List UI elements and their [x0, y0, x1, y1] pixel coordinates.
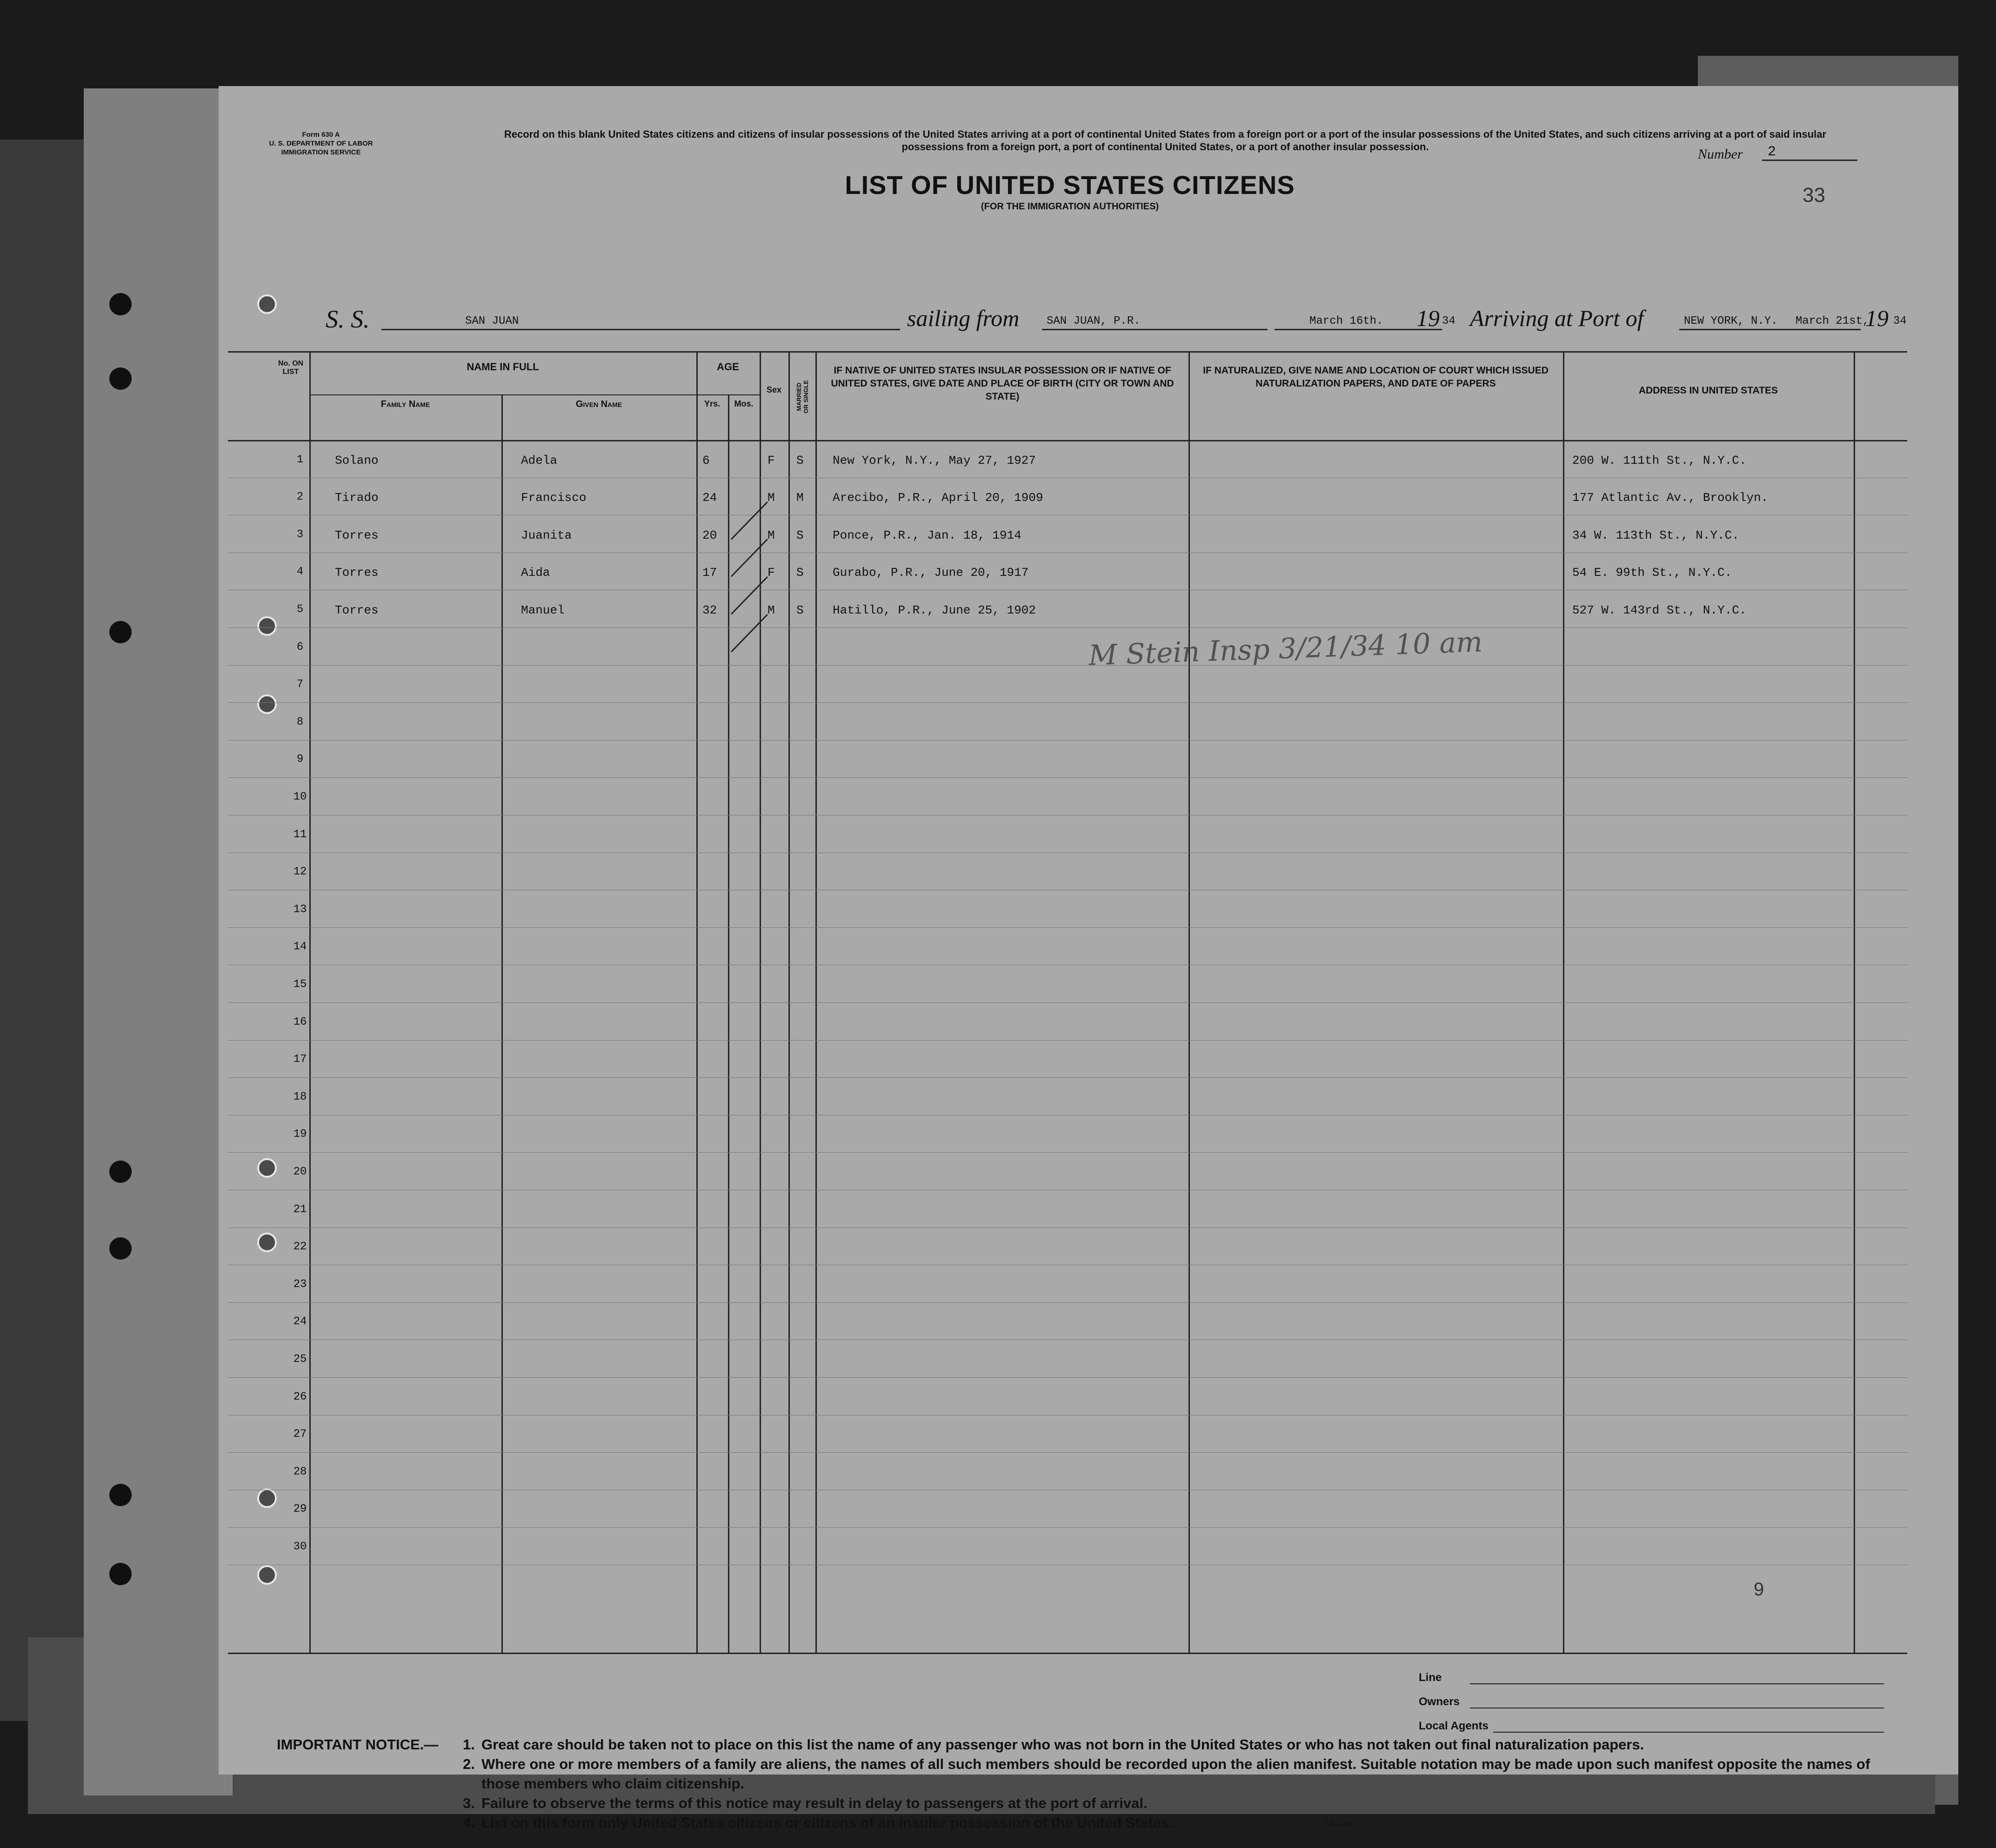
row-number: 19 [293, 1128, 307, 1141]
col-header-yrs: Yrs. [704, 399, 721, 408]
arrival-year-prefix: 19 [1865, 305, 1889, 331]
column-divider [501, 394, 503, 1653]
row-number: 15 [293, 978, 307, 991]
row-rule [228, 1002, 1907, 1003]
row-number: 22 [293, 1241, 307, 1254]
punch-hole [109, 1237, 132, 1260]
notice-item [463, 1755, 1905, 1794]
family-name-cell: Torres [335, 566, 379, 580]
notice-item-number: 2. [463, 1756, 475, 1772]
row-number: 20 [293, 1166, 307, 1178]
row-rule [228, 1040, 1907, 1041]
notice-item-number: 1. [463, 1736, 475, 1753]
department: U. S. DEPARTMENT OF LABOR [269, 140, 373, 147]
row-number: 1 [296, 453, 304, 466]
row-number: 18 [293, 1090, 307, 1103]
row-number: 8 [296, 715, 304, 728]
punch-hole [109, 367, 132, 390]
number-label: Number [1698, 147, 1743, 162]
row-rule [228, 1077, 1907, 1078]
arrival-date: March 21st, [1796, 315, 1869, 327]
punch-ring [257, 294, 277, 314]
birth-cell: Ponce, P.R., Jan. 18, 1914 [833, 528, 1021, 542]
notice-items [463, 1735, 1905, 1833]
year-prefix: 19 [1416, 305, 1440, 331]
address-cell: 54 E. 99th St., N.Y.C. [1572, 566, 1732, 580]
arrival-year: 34 [1893, 315, 1907, 327]
local-agents-field [1493, 1732, 1884, 1733]
marital-cell: S [796, 566, 804, 580]
from-port: SAN JUAN, P.R. [1047, 315, 1141, 327]
corner-mark: 9 [1754, 1579, 1764, 1600]
record-instructions: Record on this blank United States citizens and citizens of insular possessions of the United States arriving at a port of continental United States from a foreign port or a port of the insular possessions of the United States, and such citizens arriving at a port of said insular possessions from a foreign port, a port of continental United States, or a port of another insular possession. [504, 128, 1827, 153]
row-number: 5 [296, 603, 304, 616]
notice-item-text: Great care should be taken not to place on this list the name of any passenger who was not born in the United States or who has not taken out final naturalization papers. [481, 1736, 1644, 1753]
row-number: 16 [293, 1015, 307, 1028]
number-underline [1762, 160, 1857, 161]
family-name-cell: Tirado [335, 491, 379, 505]
row-rule [228, 702, 1907, 703]
binding-strip [84, 88, 233, 1795]
marital-cell: S [796, 528, 804, 542]
row-rule [228, 1302, 1907, 1303]
sail-date: March 16th. [1309, 315, 1383, 327]
row-number: 4 [296, 566, 304, 579]
row-rule [228, 927, 1907, 928]
row-rule [228, 665, 1907, 666]
arriving-label: Arriving at Port of [1470, 305, 1644, 331]
form-code: 14—314 [1326, 1820, 1350, 1828]
signature-block [1419, 1668, 1884, 1740]
row-number: 3 [296, 528, 304, 541]
given-name-cell: Adela [521, 453, 558, 467]
marital-cell: M [796, 491, 804, 505]
row-number: 26 [293, 1390, 307, 1403]
row-number: 2 [296, 491, 304, 504]
line-field [1470, 1683, 1884, 1684]
row-number: 17 [293, 1053, 307, 1066]
row-rule [228, 1152, 1907, 1153]
row-number: 6 [296, 640, 304, 654]
sailing-from-label: sailing from [907, 305, 1020, 331]
family-name-cell: Solano [335, 453, 379, 467]
address-cell: 527 W. 143rd St., N.Y.C. [1572, 603, 1747, 617]
col-header-name-in-full: NAME IN FULL [467, 361, 539, 373]
header-subrule [309, 394, 696, 395]
sail-year: 34 [1442, 315, 1455, 327]
line-label: Line [1419, 1671, 1442, 1684]
col-header-married-single: MARRIED OR SINGLE [795, 380, 809, 414]
row-number: 13 [293, 903, 307, 916]
address-cell: 177 Atlantic Av., Brooklyn. [1572, 491, 1769, 505]
row-number: 25 [293, 1353, 307, 1366]
row-number: 10 [293, 791, 307, 803]
ship-name: SAN JUAN [465, 315, 519, 327]
marital-cell: S [796, 603, 804, 617]
row-number: 11 [293, 828, 307, 841]
given-name-cell: Aida [521, 566, 550, 580]
age-cell: 6 [702, 453, 710, 467]
sex-cell: M [768, 603, 775, 617]
from-underline [1042, 329, 1268, 330]
given-name-cell: Manuel [521, 603, 565, 617]
service: IMMIGRATION SERVICE [281, 148, 361, 156]
col-header-given-name: Given Name [575, 399, 622, 409]
row-number: 28 [293, 1465, 307, 1478]
birth-cell: Gurabo, P.R., June 20, 1917 [833, 566, 1029, 580]
row-rule [228, 777, 1907, 778]
row-number: 21 [293, 1203, 307, 1216]
notice-item-text: Where one or more members of a family are aliens, the names of all such members should be recorded upon the alien manifest. Suitable notation may be made upon such manifest opposite the names of those members who claim citizenship. [481, 1756, 1870, 1792]
page-title: LIST OF UNITED STATES CITIZENS [845, 170, 1295, 200]
given-name-cell: Francisco [521, 491, 587, 505]
check-stroke [731, 501, 768, 540]
line-row [1419, 1668, 1884, 1692]
owners-label: Owners [1419, 1695, 1460, 1708]
sex-cell: M [768, 528, 775, 542]
owners-row [1419, 1692, 1884, 1716]
notice-item-number: 4. [463, 1815, 475, 1831]
col-header-age: AGE [717, 361, 739, 373]
birth-cell: Hatillo, P.R., June 25, 1902 [833, 603, 1036, 617]
family-name-cell: Torres [335, 528, 379, 542]
page-number: 33 [1802, 184, 1825, 207]
age-cell: 32 [702, 603, 717, 617]
punch-hole [109, 1484, 132, 1506]
local-agents-label: Local Agents [1419, 1720, 1489, 1732]
col-header-birth: IF NATIVE OF UNITED STATES INSULAR POSSESSION OR IF NATIVE OF UNITED STATES, GIVE DATE AND PLACE OF BIRTH (CITY OR TOWN AND STATE) [831, 365, 1174, 402]
row-rule [228, 740, 1907, 741]
background-sheet-left [0, 140, 93, 1721]
notice-item [463, 1813, 1905, 1833]
column-divider [728, 394, 729, 1653]
row-rule [228, 627, 1907, 628]
row-number: 23 [293, 1278, 307, 1291]
notice-item-text: Failure to observe the terms of this notice may result in delay to passengers at the port of arrival. [481, 1795, 1148, 1811]
ship-underline [381, 329, 900, 330]
address-cell: 200 W. 111th St., N.Y.C. [1572, 453, 1747, 467]
row-number: 24 [293, 1315, 307, 1328]
col-header-naturalized: IF NATURALIZED, GIVE NAME AND LOCATION OF COURT WHICH ISSUED NATURALIZATION PAPERS, AND DATE OF PAPERS [1203, 365, 1549, 389]
row-number: 14 [293, 941, 307, 954]
row-number: 7 [296, 678, 304, 691]
row-number: 27 [293, 1428, 307, 1441]
age-cell: 17 [702, 566, 717, 580]
age-cell: 24 [702, 491, 717, 505]
marital-cell: S [796, 453, 804, 467]
given-name-cell: Juanita [521, 528, 572, 542]
birth-cell: Arecibo, P.R., April 20, 1909 [833, 491, 1043, 505]
punch-hole [109, 1563, 132, 1585]
sex-cell: M [768, 491, 775, 505]
header-subrule [696, 394, 760, 395]
row-number: 30 [293, 1541, 307, 1553]
birth-cell: New York, N.Y., May 27, 1927 [833, 453, 1036, 467]
ss-label: S. S. [326, 305, 370, 333]
row-number: 29 [293, 1503, 307, 1516]
notice-item [463, 1735, 1905, 1755]
manifest-page [219, 86, 1958, 1831]
page-subtitle: (FOR THE IMMIGRATION AUTHORITIES) [981, 201, 1159, 212]
header-bottom-rule [228, 440, 1907, 441]
notice-item-text: List on this form only United States citizens or citizens of an insular possession of the United States. [481, 1815, 1173, 1831]
row-rule [228, 1527, 1907, 1528]
number-value: 2 [1768, 144, 1776, 160]
form-id: Form 630 A [302, 131, 340, 139]
manifest-table [228, 351, 1907, 1654]
col-header-address: ADDRESS IN UNITED STATES [1638, 385, 1778, 396]
age-cell: 20 [702, 528, 717, 542]
check-stroke [731, 576, 768, 615]
row-number: 12 [293, 866, 307, 879]
check-stroke [731, 539, 768, 577]
col-header-family-name: Family Name [381, 399, 430, 409]
inspector-annotation: M Stein Insp 3/21/34 10 am [1088, 626, 1483, 672]
punch-hole [109, 293, 132, 315]
form-header [251, 130, 391, 157]
check-stroke [731, 614, 768, 652]
row-number: 9 [296, 753, 304, 766]
col-header-sex: Sex [766, 385, 782, 394]
arrival-underline [1679, 329, 1861, 330]
family-name-cell: Torres [335, 603, 379, 617]
arrival-port: NEW YORK, N.Y. [1684, 315, 1778, 327]
notice-item-number: 3. [463, 1795, 475, 1811]
punch-hole [109, 1161, 132, 1183]
punch-hole [109, 621, 132, 643]
notice-heading: IMPORTANT NOTICE.— [277, 1736, 439, 1753]
col-header-mos: Mos. [734, 399, 754, 408]
row-rule [228, 1377, 1907, 1378]
row-rule [228, 1452, 1907, 1453]
col-header-no: No. ON LIST [278, 360, 304, 376]
address-cell: 34 W. 113th St., N.Y.C. [1572, 528, 1739, 542]
sex-cell: F [768, 566, 775, 580]
sex-cell: F [768, 453, 775, 467]
notice-item [463, 1794, 1905, 1813]
